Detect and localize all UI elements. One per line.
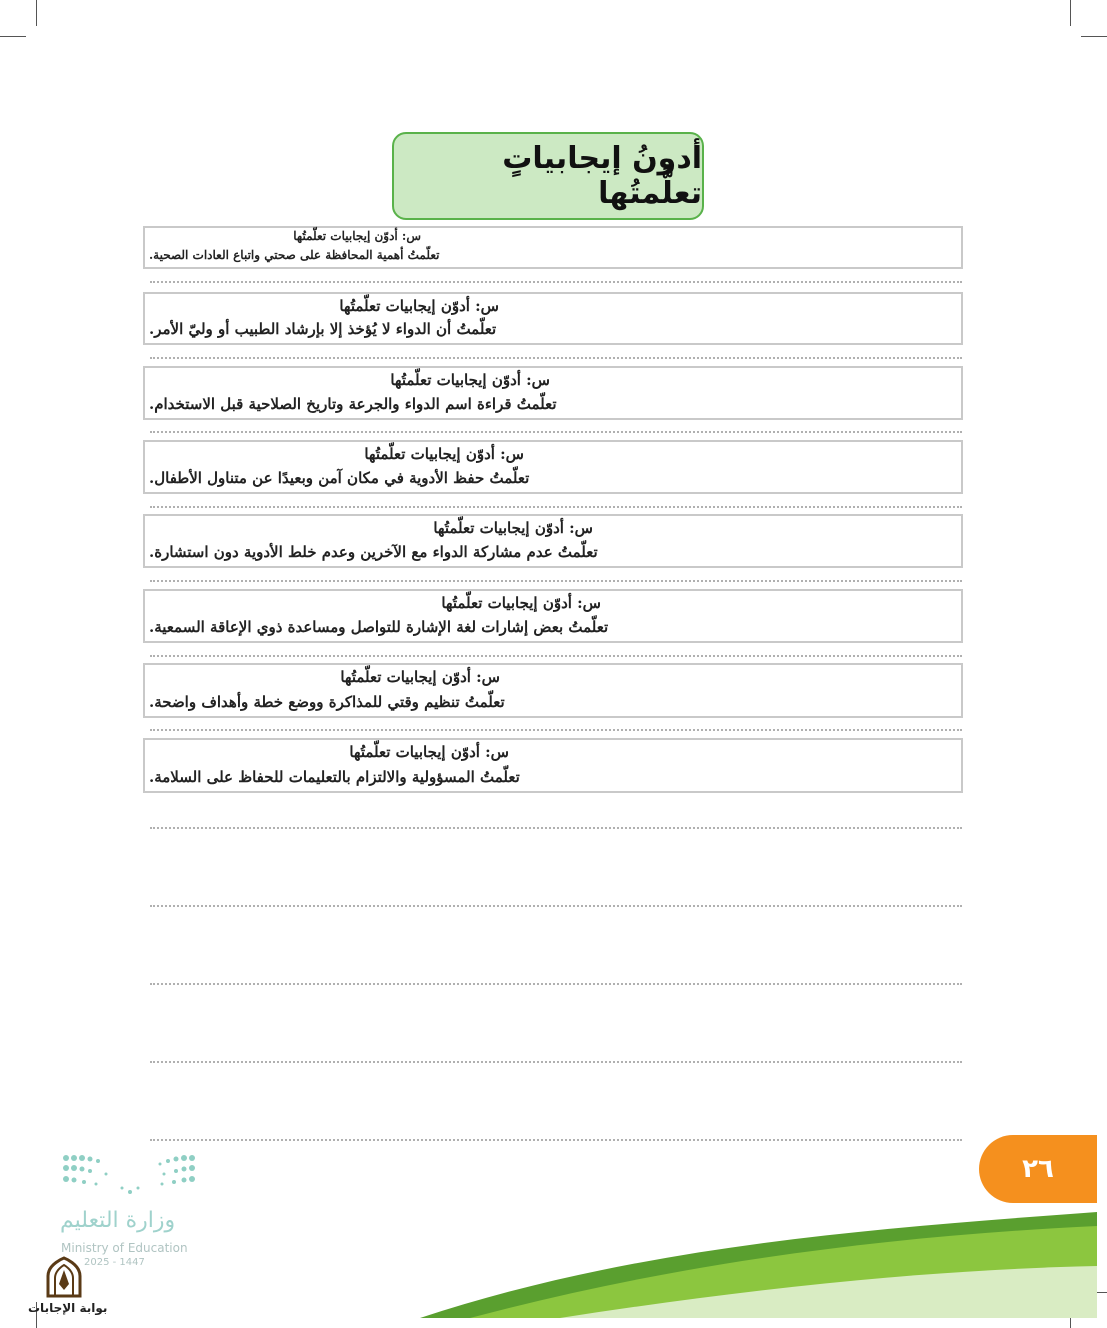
answer-box <box>143 366 963 420</box>
question-text: س: أدوّن إيجابيات تعلّمتُها <box>441 594 601 612</box>
crop-mark <box>0 36 26 37</box>
answer-box <box>143 292 963 345</box>
page-number-tab <box>979 1135 1097 1203</box>
crop-mark <box>1070 0 1071 26</box>
dotted-line <box>150 357 962 359</box>
dotted-line <box>150 827 962 829</box>
answer-box <box>143 738 963 793</box>
question-text: س: أدوّن إيجابيات تعلّمتُها <box>349 743 509 761</box>
question-text: س: أدوّن إيجابيات تعلّمتُها <box>433 519 593 537</box>
answer-text: تعلّمتُ أهمية المحافظة على صحتي واتباع العادات الصحية. <box>149 248 440 262</box>
question-text: س: أدوّن إيجابيات تعلّمتُها <box>364 445 524 463</box>
ministry-name-en: Ministry of Education <box>61 1241 188 1255</box>
watermark-pen-logo-icon <box>44 1256 84 1300</box>
answer-box <box>143 440 963 494</box>
question-text: س: أدوّن إيجابيات تعلّمتُها <box>340 668 500 686</box>
answer-text: تعلّمتُ تنظيم وقتي للمذاكرة ووضع خطة وأهداف واضحة. <box>149 693 505 711</box>
question-text: س: أدوّن إيجابيات تعلّمتُها <box>390 371 550 389</box>
dotted-line <box>150 281 962 283</box>
dotted-line <box>150 506 962 508</box>
question-text: س: أدوّن إيجابيات تعلّمتُها <box>339 297 499 315</box>
title-banner <box>392 132 704 220</box>
watermark-label: بوابة الإجابات <box>28 1301 108 1315</box>
dotted-line <box>150 431 962 433</box>
answer-text: تعلّمتُ عدم مشاركة الدواء مع الآخرين وعدم خلط الأدوية دون استشارة. <box>149 543 598 561</box>
crop-mark <box>1081 1292 1107 1293</box>
page-number: ٢٦ <box>1022 1154 1054 1184</box>
crop-mark <box>1081 36 1107 37</box>
answer-box <box>143 514 963 568</box>
dotted-line <box>150 580 962 582</box>
dotted-line <box>150 1061 962 1063</box>
crop-mark <box>36 0 37 26</box>
question-text: س: أدوّن إيجابيات تعلّمتُها <box>293 229 421 243</box>
answer-text: تعلّمتُ بعض إشارات لغة الإشارة للتواصل ومساعدة ذوي الإعاقة السمعية. <box>149 618 609 636</box>
page-title: أدونُ إيجابياتٍ تعلَّمتُها <box>502 141 702 211</box>
dotted-line <box>150 729 962 731</box>
dotted-line <box>150 655 962 657</box>
ministry-year: 2025 - 1447 <box>84 1257 145 1268</box>
dotted-line <box>150 983 962 985</box>
answer-text: تعلّمتُ أن الدواء لا يُؤخذ إلا بإرشاد الطبيب أو وليّ الأمر. <box>149 320 497 338</box>
ministry-name-ar: وزارة التعليم <box>60 1208 176 1233</box>
answer-text: تعلّمتُ قراءة اسم الدواء والجرعة وتاريخ الصلاحية قبل الاستخدام. <box>149 395 557 413</box>
answer-text: تعلّمتُ حفظ الأدوية في مكان آمن وبعيدًا عن متناول الأطفال. <box>149 469 530 487</box>
dotted-line <box>150 1139 962 1141</box>
answer-box <box>143 226 963 269</box>
dotted-line <box>150 905 962 907</box>
ministry-logo-dots-icon <box>60 1152 200 1198</box>
answer-text: تعلّمتُ المسؤولية والالتزام بالتعليمات للحفاظ على السلامة. <box>149 768 520 786</box>
crop-mark <box>1070 1302 1071 1328</box>
answer-box <box>143 663 963 718</box>
answer-box <box>143 589 963 643</box>
